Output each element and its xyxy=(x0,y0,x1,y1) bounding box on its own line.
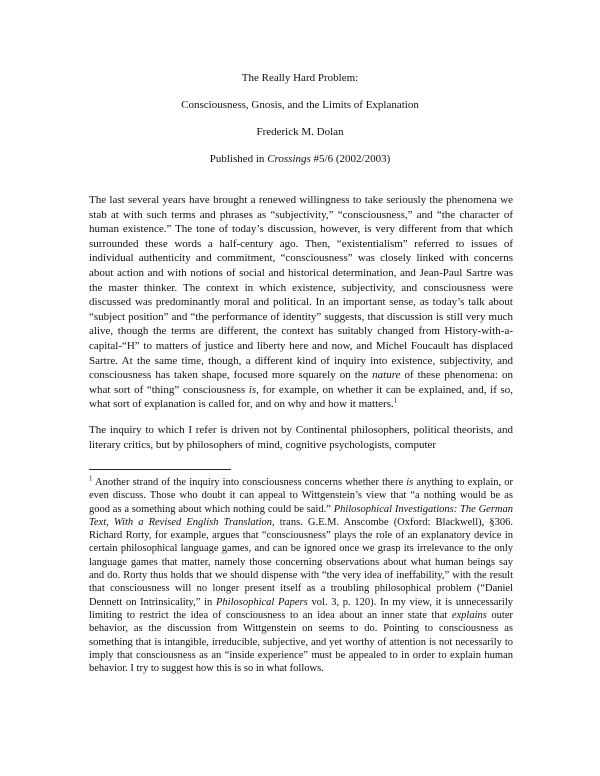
journal-name: Crossings xyxy=(267,153,311,165)
footnote-1 xyxy=(89,476,513,675)
footnote-text: , trans. G.E.M. Anscombe (Oxford: Blackwell), §306. Richard Rorty, for example, argues that “consciousness” plays the role of an explanatory device in certain philosophical language games, and can be ignored once we grasp its irrelevance to the only language games that matter, namely those concerning observations about what human beings say and do. Rorty thus holds that we should dispense with “the very idea of ineffability,” with the result that consciousness will no longer present itself as a troubling philosophical problem (“Daniel Dennett on Intrinsicality,” in xyxy=(89,516,513,608)
footnote-book-title: Philosophical Investigations: The German Text, With a Revised English Translation xyxy=(89,503,513,528)
footnote-book-title: Philosophical Papers xyxy=(215,596,308,608)
paragraph-1-text: , for example, on whether it can be explained, and, if so, what sort of explanation is called for, and on why and how it matters. xyxy=(89,383,513,411)
paragraph-1-text: The last several years have brought a renewed willingness to take seriously the phenomena we stab at with such terms and phrases as “subjectivity,” “consciousness,” and “the character of human existence.” The tone of today’s discussion, however, is very different from that which surrounded these words a half-century ago. Then, “existentialism” referred to issues of individual authenticity and commitment, “consciousness” was closely linked with concerns about action and with notions of social and historical determination, and Jean-Paul Sartre was the master thinker. The context in which existence, subjectivity, and consciousness were discussed was predominantly moral and political. In an important sense, as today’s talk about “subject position” and “the performance of identity” suggests, that discussion is still very much alive, though the terms are different, the context has suitably changed from History-with-a-capital-“H” to matters of justice and liberty here and now, and Michel Foucault has displaced Sartre. At the same time, though, a different kind of inquiry into existence, subjectivity, and consciousness has taken shape, focused more squarely on the xyxy=(89,194,513,382)
footnote-number: 1 xyxy=(89,474,93,483)
footnote-emphasis: explains xyxy=(451,609,487,621)
paragraph-1-text: of these phenomena: on what sort of “thing” consciousness xyxy=(89,369,513,396)
paper-subtitle: Consciousness, Gnosis, and the Limits of Explanation xyxy=(181,99,419,111)
publication-prefix: Published in xyxy=(209,153,268,165)
footnote-text: vol. 3, p. 120). In my view, it is unnecessarily limiting to restrict the idea of consciousness to an idea about an inner state that xyxy=(89,596,513,621)
author-name: Frederick M. Dolan xyxy=(256,126,344,138)
paragraph-2: The inquiry to which I refer is driven not by Continental philosophers, political theorists, and literary critics, but by philosophers of mind, cognitive psychologists, computer xyxy=(89,424,513,451)
publication-suffix: #5/6 (2002/2003) xyxy=(310,153,391,165)
footnote-reference[interactable]: 1 xyxy=(393,396,398,405)
emphasis-is: is xyxy=(248,383,257,396)
emphasis-nature: nature xyxy=(372,369,401,382)
publication-info xyxy=(0,153,600,165)
footnote-text: outer behavior, as the discussion from Wittgenstein on seems to do. Pointing to consciousness as something that is intangible, irreducible, subjective, and yet worthy of attention is not necessarily to imply that consciousness as an “inside experience” must be appealed to in order to explain human behavior. I try to suggest how this is so in what follows. xyxy=(89,609,513,675)
paragraph-1 xyxy=(89,193,513,412)
footnote-emphasis: is xyxy=(406,477,414,488)
paper-title: The Really Hard Problem: xyxy=(241,72,359,84)
footnote-divider xyxy=(89,469,231,470)
footnote-text: Another strand of the inquiry into consciousness concerns whether there xyxy=(92,477,407,488)
footnote-text: anything to explain, or even discuss. Those who doubt it can appeal to Wittgenstein’s view that “a nothing would be as good as a something about which nothing could be said.” xyxy=(89,477,513,515)
